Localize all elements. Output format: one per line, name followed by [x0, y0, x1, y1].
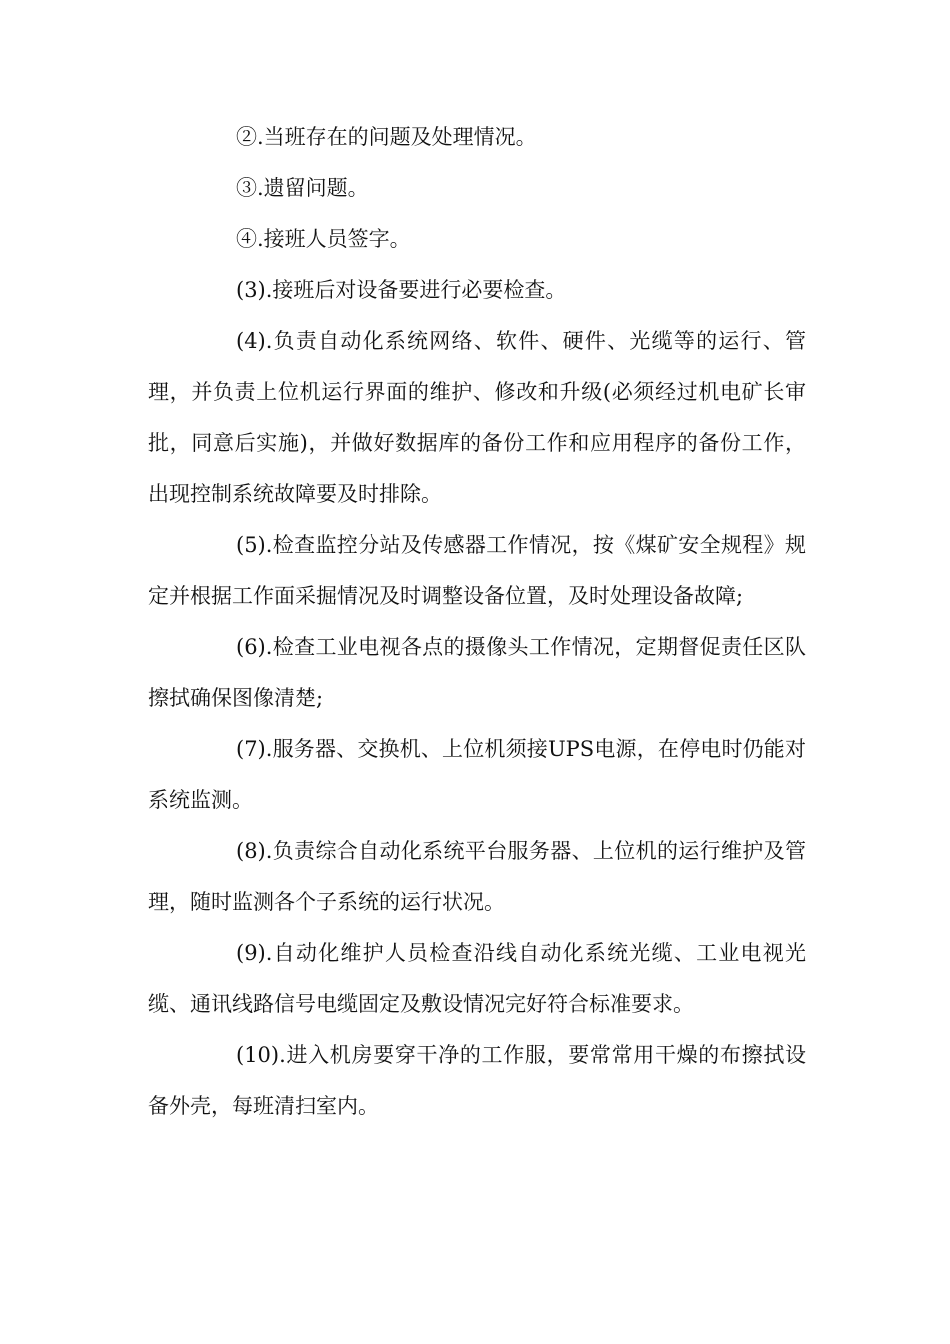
paragraph-signature: ④.接班人员签字。 — [236, 227, 411, 251]
document-body — [148, 112, 806, 1132]
paragraph-item-4: (4).负责自动化系统网络、软件、硬件、光缆等的运行、管理，并负责上位机运行界面的维护、修改和升级(必须经过机电矿长审批，同意后实施)，并做好数据库的备份工作和应用程序的备份工作，出现控制系统故障要及时排除。 — [148, 329, 806, 506]
paragraph-handover-issues: ②.当班存在的问题及处理情况。 — [236, 125, 537, 149]
paragraph-item-9: (9).自动化维护人员检查沿线自动化系统光缆、工业电视光缆、通讯线路信号电缆固定及敷设情况完好符合标准要求。 — [148, 941, 806, 1016]
paragraph-item-10: (10).进入机房要穿干净的工作服，要常常用干燥的布擦拭设备外壳，每班清扫室内。 — [148, 1043, 806, 1118]
paragraph-item-5: (5).检查监控分站及传感器工作情况，按《煤矿安全规程》规定并根据工作面采掘情况及时调整设备位置，及时处理设备故障; — [148, 533, 806, 608]
paragraph-item-7: (7).服务器、交换机、上位机须接UPS电源，在停电时仍能对系统监测。 — [148, 737, 806, 812]
paragraph-item-3: (3).接班后对设备要进行必要检查。 — [236, 278, 567, 302]
paragraph-item-6: (6).检查工业电视各点的摄像头工作情况，定期督促责任区队擦拭确保图像清楚; — [148, 635, 806, 710]
paragraph-item-8: (8).负责综合自动化系统平台服务器、上位机的运行维护及管理，随时监测各个子系统的运行状况。 — [148, 839, 806, 914]
paragraph-remaining-issues: ③.遗留问题。 — [236, 176, 369, 200]
